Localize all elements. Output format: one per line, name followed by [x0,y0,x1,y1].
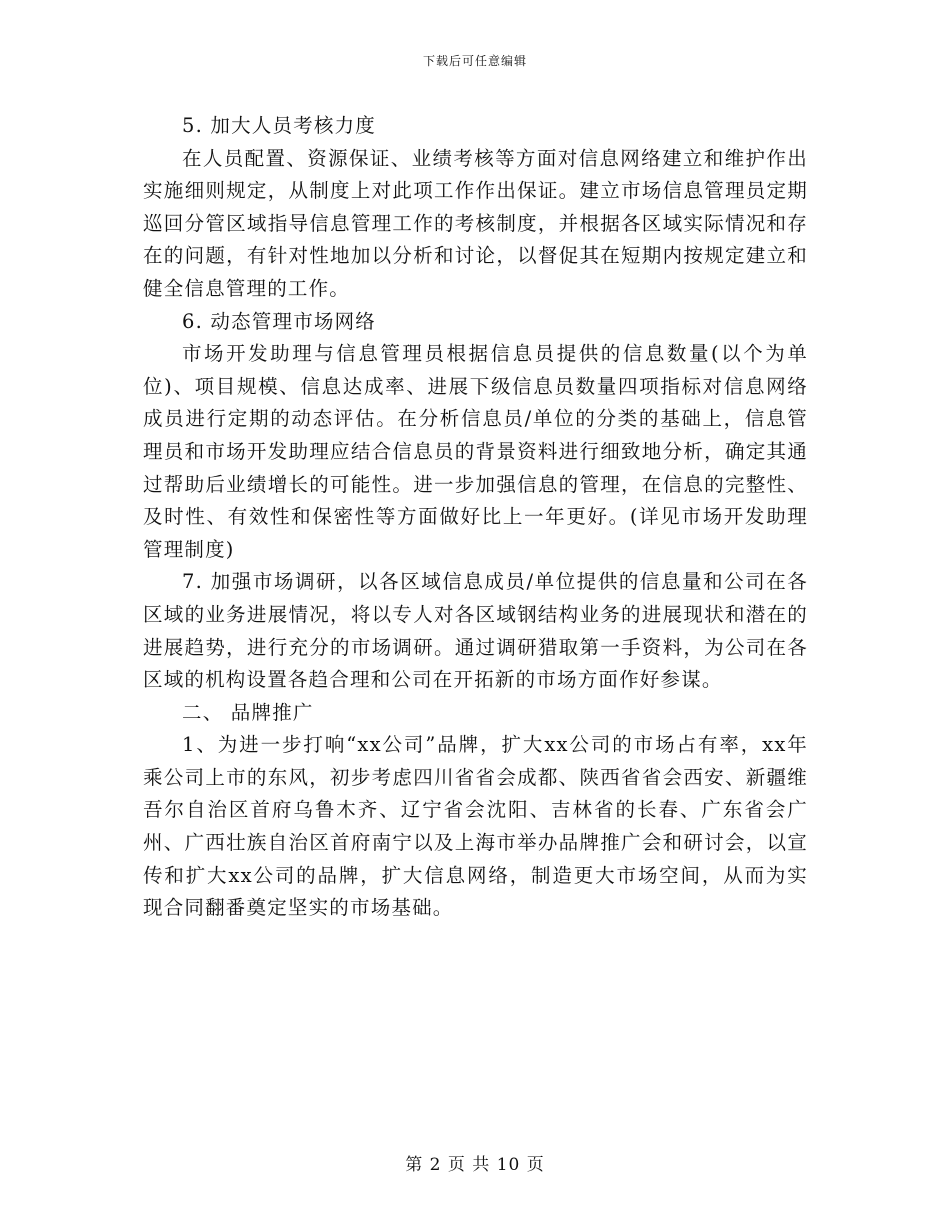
paragraph-research: 7. 加强市场调研，以各区域信息成员/单位提供的信息量和公司在各区域的业务进展情况，将以专人对各区域钢结构业务的进展现状和潜在的进展趋势，进行充分的市场调研。通过调研猎取第一手资料，为公司在各区域的机构设置各趋合理和公司在开拓新的市场方面作好参谋。 [143,570,808,692]
paragraph-assessment: 在人员配置、资源保证、业绩考核等方面对信息网络建立和维护作出实施细则规定，从制度上对此项工作作出保证。建立市场信息管理员定期巡回分管区域指导信息管理工作的考核制度，并根据各区域实际情况和存在的问题，有针对性地加以分析和讨论，以督促其在短期内按规定建立和健全信息管理的工作。 [143,146,808,300]
heading-item-5: 5. 加大人员考核力度 [182,114,377,137]
paragraph-network: 市场开发助理与信息管理员根据信息员提供的信息数量(以个为单位)、项目规模、信息达成率、进展下级信息员数量四项指标对信息网络成员进行定期的动态评估。在分析信息员/单位的分类的基础上，信息管理员和市场开发助理应结合信息员的背景资料进行细致地分析，确定其通过帮助后业绩增长的可能性。进一步加强信息的管理，在信息的完整性、及时性、有效性和保密性等方面做好比上一年更好。(详见市场开发助理管理制度) [143,342,808,561]
document-body [143,110,808,925]
page-header: 下载后可任意编辑 [422,54,527,68]
heading-item-6: 6. 动态管理市场网络 [182,309,377,333]
page-number: 第 2 页 共 10 页 [405,1155,545,1175]
section-heading-brand: 二、 品牌推广 [182,700,314,724]
paragraph-brand: 1、为进一步打响“xx公司”品牌，扩大xx公司的市场占有率，xx年乘公司上市的东风，初步考虑四川省省会成都、陕西省省会西安、新疆维吾尔自治区首府乌鲁木齐、辽宁省会沈阳、吉林省的长春、广东省会广州、广西壮族自治区首府南宁以及上海市举办品牌推广会和研讨会，以宣传和扩大xx公司的品牌，扩大信息网络，制造更大市场空间，从而为实现合同翻番奠定坚实的市场基础。 [143,733,808,920]
